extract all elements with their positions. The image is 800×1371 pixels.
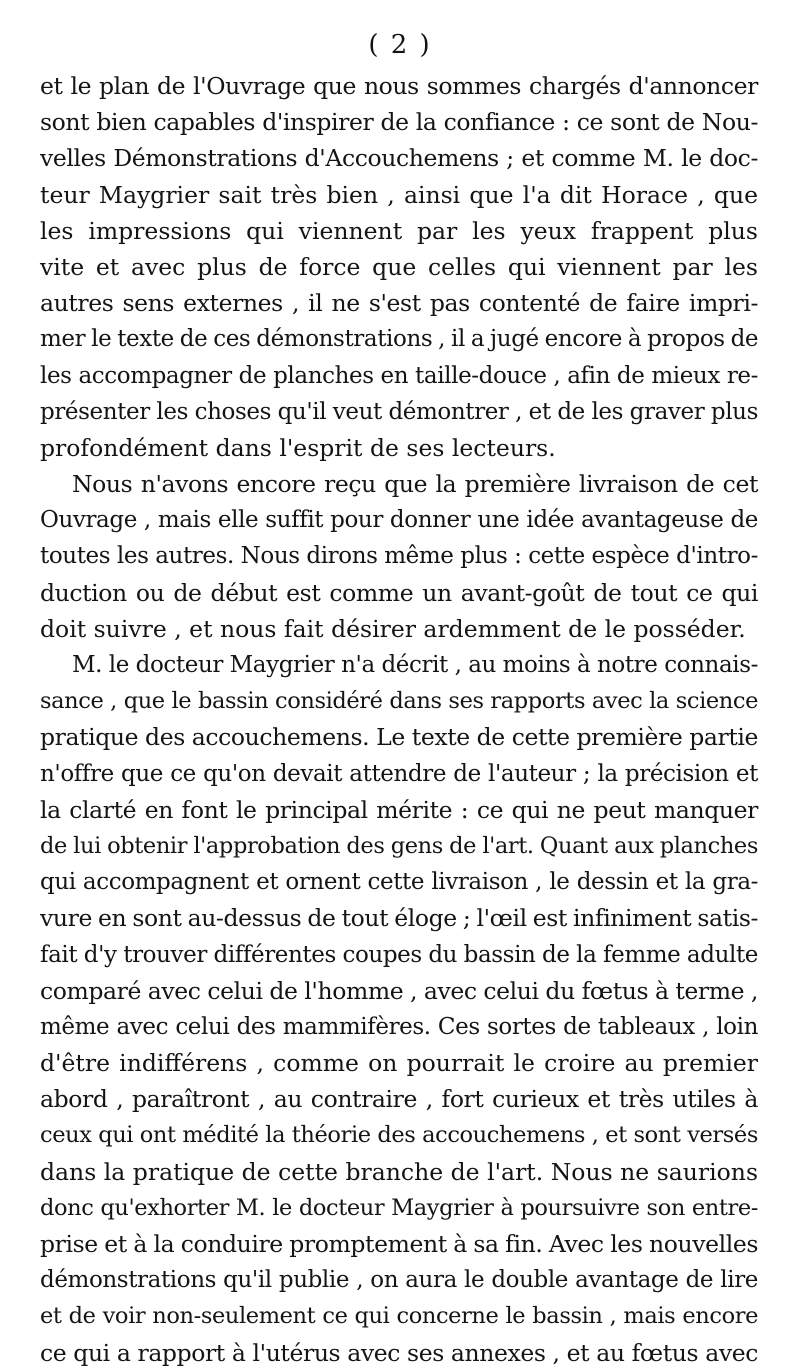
text-line: les impressions qui viennent par les yeux frappent plus [40,216,758,245]
text-line: abord , paraîtront , au contraire , fort curieux et très utiles à [40,1085,758,1114]
text-line: doit suivre , et nous fait désirer ardemment de le posséder. [40,614,746,643]
text-line: vite et avec plus de force que celles qui viennent par les [40,252,758,281]
text-line: qui accompagnent et ornent cette livraison , le dessin et la gra- [40,869,758,896]
text-line: Nous n'avons encore reçu que la première livraison de cet [72,470,758,499]
text-line: fait d'y trouver différentes coupes du bassin de la femme adulte [40,941,758,968]
text-line: toutes les autres. Nous dirons même plus : cette espèce d'intro- [40,543,758,570]
text-line: mer le texte de ces démonstrations , il a jugé encore à propos de [40,326,759,353]
text-line: les accompagner de planches en taille-douce , afin de mieux re- [40,362,758,389]
text-line: la clarté en font le principal mérite : ce qui ne peut manquer [40,795,758,824]
text-line: comparé avec celui de l'homme , avec celui du fœtus à terme , [40,976,758,1005]
text-line: ce qui a rapport à l'utérus avec ses annexes , et au fœtus avec [40,1338,758,1367]
text-line: donc qu'exhorter M. le docteur Maygrier à poursuivre son entre- [40,1194,758,1221]
body-text [40,68,758,1371]
paragraph-1 [40,68,758,466]
page-number: ( 2 ) [368,30,432,60]
text-line: d'être indifférens , comme on pourrait le croire au premier [40,1049,758,1078]
text-line: sance , que le bassin considéré dans ses rapports avec la science [40,688,758,715]
text-line: et de voir non-seulement ce qui concerne le bassin , mais encore [40,1303,758,1330]
text-line: pratique des accouchemens. Le texte de cette première partie [40,723,758,752]
text-line: n'offre que ce qu'on devait attendre de l'auteur ; la précision et [40,760,758,787]
text-line: démonstrations qu'il publie , on aura le double avantage de lire [40,1267,758,1294]
text-line: autres sens externes , il ne s'est pas contenté de faire impri- [40,289,758,318]
text-line: de lui obtenir l'approbation des gens de l'art. Quant aux planches [40,832,758,859]
text-line: duction ou de début est comme un avant-goût de tout ce qui [40,578,758,607]
text-line: et le plan de l'Ouvrage que nous sommes chargés d'annoncer [40,72,758,100]
text-line: même avec celui des mammifères. Ces sortes de tableaux , loin [40,1013,758,1040]
paragraph-2 [40,466,758,647]
text-line: teur Maygrier sait très bien , ainsi que l'a dit Horace , que [40,180,758,209]
text-line: M. le docteur Maygrier n'a décrit , au moins à notre connais- [72,652,758,678]
text-line: velles Démonstrations d'Accouchemens ; et comme M. le doc- [40,144,758,173]
text-line: ceux qui ont médité la théorie des accouchemens , et sont versés [40,1122,758,1149]
text-line: sont bien capables d'inspirer de la confiance : ce sont de Nou- [40,108,758,137]
text-line: prise et à la conduire promptement à sa fin. Avec les nouvelles [40,1230,758,1258]
paragraph-3 [40,647,758,1371]
text-line: dans la pratique de cette branche de l'art. Nous ne saurions [40,1157,758,1186]
text-line: vure en sont au-dessus de tout éloge ; l'œil est infiniment satis- [40,904,759,933]
text-line: profondément dans l'esprit de ses lecteurs. [40,433,556,462]
text-line: Ouvrage , mais elle suffit pour donner une idée avantageuse de [40,507,758,534]
text-line: présenter les choses qu'il veut démontrer , et de les graver plus [40,398,758,425]
